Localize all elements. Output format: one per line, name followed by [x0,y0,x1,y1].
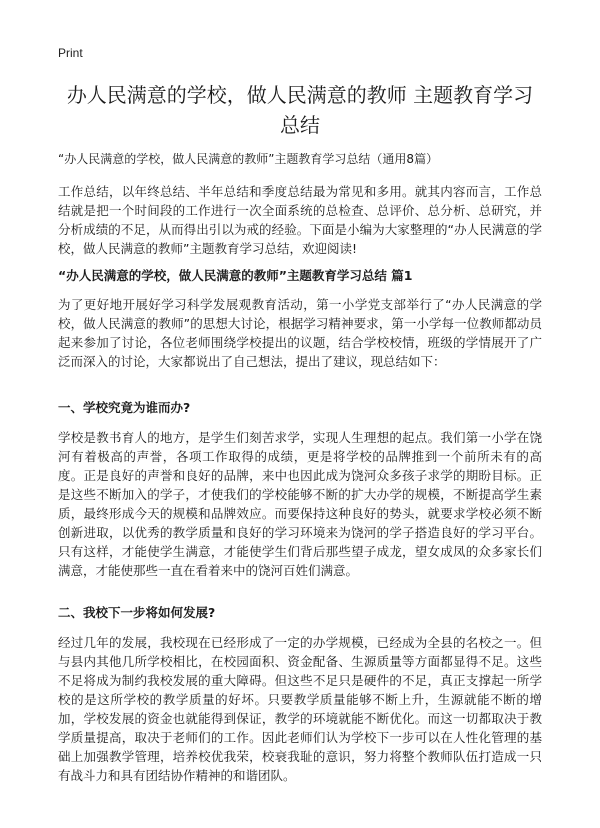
document-subtitle: “办人民满意的学校，做人民满意的教师”主题教育学习总结（通用8篇） [58,152,439,166]
heading-1: 一、学校究竟为谁而办? [58,400,191,415]
paragraph-3: 经过几年的发展，我校现在已经形成了一定的办学规模，已经成为全县的名校之一。但与县内其他几所学校相比，在校园面积、资金配备、生源质量等方面都显得不足。这些不足将成为制约我校发展的重大障碍。但这些不足只是硬件的不足，真正支撑起一所学校的是这所学校的教学质量的好坏。只要教学质量能够不断上升，生源就能不断的增加，学校发展的资金也就能得到保证，教学的环境就能不断优化。而这一切都取决于教学质量提高，取决于老师们的工作。因此老师们认为学校下一步可以在人性化管理的基础上加强教学管理，培养校优我荣，校衰我耻的意识，努力将整个教师队伍打造成一只有战斗力和具有团结协作精神的和谐团队。 [58,635,542,783]
heading-2: 二、我校下一步将如何发展? [58,605,216,620]
print-link[interactable]: Print [58,46,83,60]
paragraph-2: 学校是教书育人的地方，是学生们刻苦求学，实现人生理想的起点。我们第一小学在饶河有着极高的声誉，各项工作取得的成绩，更是将学校的品牌推到一个前所未有的高度。正是良好的声誉和良好的品牌，来中也因此成为饶河众多孩子求学的期盼目标。正是这些不断加入的学子，才使我们的学校能够不断的扩大办学的规模，不断提高学生素质，最终形成今天的规模和品牌效应。而要保持这种良好的势头，就要求学校必须不断创新进取，以优秀的教学质量和良好的学习环境来为饶河的学子搭造良好的学习平台。只有这样，才能使学生满意，才能使学生们背后那些望子成龙，望女成凤的众多家长们满意，才能使那些一直在看着来中的饶河百姓们满意。 [58,430,542,578]
section-heading: “办人民满意的学校，做人民满意的教师”主题教育学习总结 篇1 [58,268,413,283]
paragraph-1: 为了更好地开展好学习科学发展观教育活动，第一小学党支部举行了“办人民满意的学校，做人民满意的教师”的思想大讨论，根据学习精神要求，第一小学每一位教师都动员起来参加了讨论，各位老师围绕学校提出的议题，结合学校校情，班级的学情展开了广泛而深入的讨论，大家都说出了自己想法，提出了建议，现总结如下： [58,297,542,369]
page-title: 办人民满意的学校，做人民满意的教师 主题教育学习总结 [66,83,534,137]
intro-paragraph: 工作总结，以年终总结、半年总结和季度总结最为常见和多用。就其内容而言，工作总结就是把一个时间段的工作进行一次全面系统的总检查、总评价、总分析、总研究，并分析成绩的不足，从而得出引以为戒的经验。下面是小编为大家整理的“办人民满意的学校，做人民满意的教师”主题教育学习总结，欢迎阅读! [58,184,542,256]
